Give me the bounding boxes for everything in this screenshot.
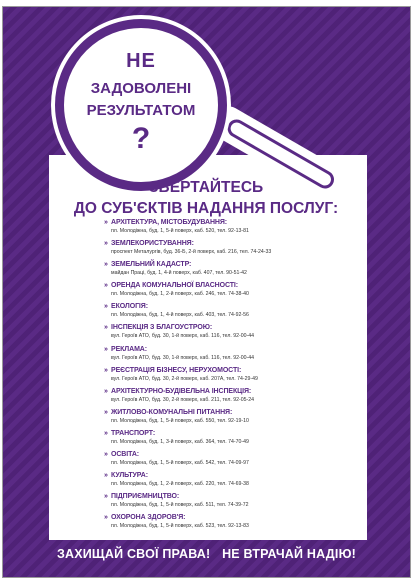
list-item bbox=[104, 492, 361, 513]
service-address: вул. Героїв АТО, буд. 30, 1-й поверх, каб. 116, тел. 92-00-44 bbox=[111, 333, 255, 340]
list-item bbox=[104, 408, 361, 429]
footer-right: НЕ ВТРАЧАЙ НАДІЮ! bbox=[222, 547, 357, 561]
list-item bbox=[104, 513, 361, 534]
list-item bbox=[104, 218, 361, 239]
lens-line-2: ЗАДОВОЛЕНІ bbox=[90, 80, 192, 97]
service-name: ОРЕНДА КОМУНАЛЬНОЇ ВЛАСНОСТІ: bbox=[111, 282, 239, 290]
service-name: ТРАНСПОРТ: bbox=[111, 429, 156, 437]
double-chevron-right-icon: » bbox=[104, 493, 108, 501]
list-item bbox=[104, 260, 361, 281]
double-chevron-right-icon: » bbox=[104, 240, 108, 248]
service-name: ПІДПРИЄМНИЦТВО: bbox=[111, 493, 180, 501]
service-address: вул. Героїв АТО, буд. 30, 2-й поверх, каб. 211, тел. 92-05-24 bbox=[111, 396, 255, 403]
lens-line-1: НЕ bbox=[126, 50, 156, 72]
double-chevron-right-icon: » bbox=[104, 324, 108, 332]
double-chevron-right-icon: » bbox=[104, 282, 108, 290]
double-chevron-right-icon: » bbox=[104, 451, 108, 459]
service-list bbox=[104, 218, 361, 534]
service-address: пл. Молодіжна, буд. 1, 5-й поверх, каб. 550, тел. 92-19-10 bbox=[111, 417, 249, 424]
list-item bbox=[104, 302, 361, 323]
service-name: ЗЕМЕЛЬНИЙ КАДАСТР: bbox=[111, 261, 192, 269]
service-address: пл. Молодіжна, буд. 1, 3-й поверх, каб. 364, тел. 74-70-49 bbox=[111, 438, 249, 445]
service-name: АРХІТЕКТУРНО-БУДІВЕЛЬНА ІНСПЕКЦІЯ: bbox=[111, 387, 252, 395]
service-address: пл. Молодіжна, буд. 1, 5-й поверх, каб. 511, тел. 74-39-72 bbox=[111, 502, 249, 509]
heading-line-1: ЗВЕРТАЙТЕСЬ bbox=[148, 179, 264, 196]
heading-line-2: ДО СУБ'ЄКТІВ НАДАННЯ ПОСЛУГ: bbox=[73, 200, 339, 217]
double-chevron-right-icon: » bbox=[104, 472, 108, 480]
service-name: ЕКОЛОГІЯ: bbox=[111, 303, 148, 311]
list-item bbox=[104, 345, 361, 366]
list-item bbox=[104, 239, 361, 260]
service-name: РЕЄСТРАЦІЯ БІЗНЕСУ, НЕРУХОМОСТІ: bbox=[111, 366, 242, 374]
service-address: пл. Молодіжна, буд. 1, 2-й поверх, каб. 220, тел. 74-69-38 bbox=[111, 481, 249, 488]
list-item bbox=[104, 387, 361, 408]
service-name: ОХОРОНА ЗДОРОВ'Я: bbox=[111, 514, 186, 522]
list-item bbox=[104, 281, 361, 302]
lens-line-3: РЕЗУЛЬТАТОМ bbox=[86, 102, 196, 119]
service-address: проспект Металургів, буд. 36-Б, 2-й поверх, каб. 216, тел. 74-24-33 bbox=[111, 249, 272, 256]
list-item bbox=[104, 450, 361, 471]
double-chevron-right-icon: » bbox=[104, 429, 108, 437]
double-chevron-right-icon: » bbox=[104, 408, 108, 416]
service-name: ІНСПЕКЦІЯ З БЛАГОУСТРОЮ: bbox=[111, 324, 213, 332]
double-chevron-right-icon: » bbox=[104, 219, 108, 226]
footer-left: ЗАХИЩАЙ СВОЇ ПРАВА! bbox=[56, 547, 211, 561]
list-item bbox=[104, 429, 361, 450]
service-name: РЕКЛАМА: bbox=[111, 345, 147, 353]
service-address: майдан Праці, буд. 1, 4-й поверх, каб. 407, тел. 90-51-42 bbox=[111, 270, 247, 277]
poster bbox=[2, 6, 411, 578]
service-address: пл. Молодіжна, буд. 1, 2-й поверх, каб. 246, тел. 74-38-40 bbox=[111, 291, 249, 298]
double-chevron-right-icon: » bbox=[104, 514, 108, 522]
service-name: ОСВІТА: bbox=[111, 451, 140, 459]
double-chevron-right-icon: » bbox=[104, 366, 108, 374]
service-name: ЖИТЛОВО-КОМУНАЛЬНІ ПИТАННЯ: bbox=[111, 408, 233, 416]
magnifier-lens-icon bbox=[55, 19, 227, 191]
double-chevron-right-icon: » bbox=[104, 261, 108, 269]
service-address: пл. Молодіжна, буд. 1, 5-й поверх, каб. 523, тел. 92-13-83 bbox=[111, 523, 249, 530]
double-chevron-right-icon: » bbox=[104, 303, 108, 311]
service-name: АРХІТЕКТУРА, МІСТОБУДУВАННЯ: bbox=[111, 219, 228, 226]
double-chevron-right-icon: » bbox=[104, 387, 108, 395]
double-chevron-right-icon: » bbox=[104, 345, 108, 353]
service-name: КУЛЬТУРА: bbox=[111, 472, 148, 480]
service-address: вул. Героїв АТО, буд. 30, 2-й поверх, каб. 207А, тел. 74-29-49 bbox=[111, 375, 258, 382]
question-mark: ? bbox=[131, 122, 151, 155]
footer bbox=[3, 547, 410, 561]
list-item bbox=[104, 323, 361, 344]
service-address: вул. Героїв АТО, буд. 30, 1-й поверх, каб. 116, тел. 92-00-44 bbox=[111, 354, 255, 361]
service-address: пл. Молодіжна, буд. 1, 4-й поверх, каб. 403, тел. 74-92-56 bbox=[111, 312, 249, 319]
list-item bbox=[104, 366, 361, 387]
service-name: ЗЕМЛЕКОРИСТУВАННЯ: bbox=[111, 240, 194, 248]
service-address: пл. Молодіжна, буд. 1, 5-й поверх, каб. 542, тел. 74-09-97 bbox=[111, 460, 249, 467]
service-address: пл. Молодіжна, буд. 1, 5-й поверх, каб. 520, тел. 92-13-81 bbox=[111, 228, 249, 234]
list-item bbox=[104, 471, 361, 492]
